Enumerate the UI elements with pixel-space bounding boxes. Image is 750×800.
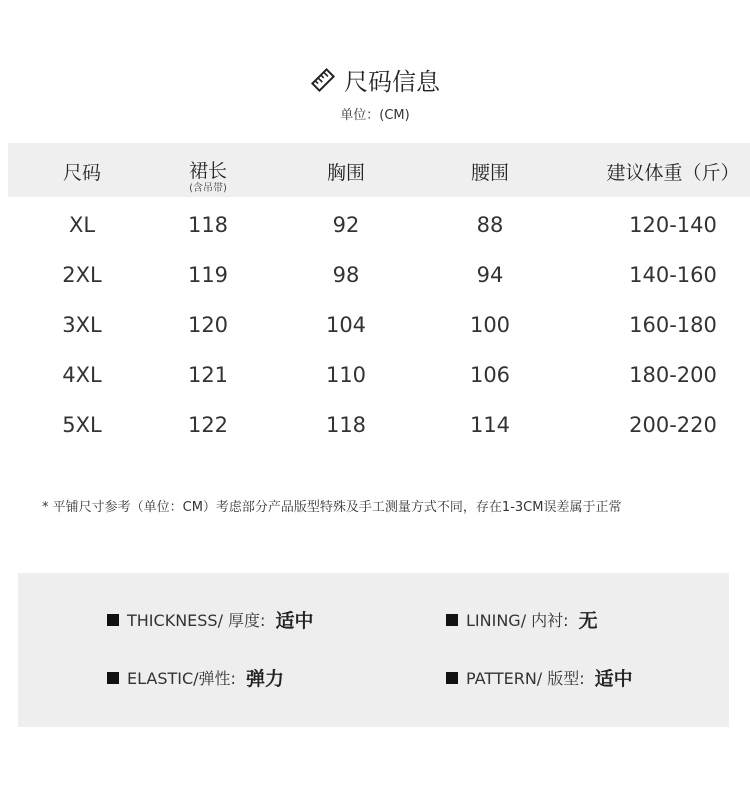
cell-bust: 92 (332, 213, 360, 237)
header-size (32, 158, 132, 185)
attr-thickness-label: THICKNESS/ 厚度: (127, 611, 266, 630)
square-bullet-icon (107, 672, 119, 684)
cell-waist: 94 (476, 263, 504, 287)
header-weight (598, 158, 748, 185)
header-waist-label: 腰围 (470, 162, 509, 184)
attr-elastic-value: 弹力 (245, 668, 284, 690)
header-waist (440, 158, 540, 185)
title-area (0, 62, 750, 97)
table-row (8, 351, 750, 401)
cell-size: 5XL (62, 413, 102, 437)
attr-pattern (446, 664, 633, 691)
header-bust (296, 158, 396, 185)
cell-size: 2XL (62, 263, 102, 287)
table-row (8, 401, 750, 451)
attr-pattern-value: 适中 (594, 668, 633, 690)
size-table-header (8, 143, 750, 197)
cell-waist: 88 (476, 213, 504, 237)
page-title (310, 62, 440, 97)
cell-size: 3XL (62, 313, 102, 337)
table-row (8, 201, 750, 251)
attr-elastic (107, 664, 284, 691)
cell-weight: 200-220 (629, 413, 717, 437)
cell-bust: 104 (325, 313, 367, 337)
cell-length: 121 (187, 363, 229, 387)
attr-elastic-label: ELASTIC/弹性: (127, 669, 236, 688)
cell-bust: 118 (325, 413, 367, 437)
square-bullet-icon (446, 672, 458, 684)
cell-length: 118 (187, 213, 229, 237)
header-weight-label: 建议体重（斤） (606, 162, 740, 184)
cell-weight: 120-140 (629, 213, 717, 237)
header-length (158, 156, 258, 194)
attr-thickness-value: 适中 (275, 610, 314, 632)
cell-waist: 100 (469, 313, 511, 337)
cell-weight: 160-180 (629, 313, 717, 337)
attr-lining (446, 606, 598, 633)
unit-label: 单位：(CM) (340, 108, 410, 123)
square-bullet-icon (446, 614, 458, 626)
cell-bust: 98 (332, 263, 360, 287)
header-size-label: 尺码 (62, 162, 101, 184)
cell-length: 120 (187, 313, 229, 337)
header-bust-label: 胸围 (326, 162, 365, 184)
header-length-label: 裙长 (188, 160, 227, 182)
attr-lining-label: LINING/ 内衬: (466, 611, 569, 630)
cell-length: 122 (187, 413, 229, 437)
square-bullet-icon (107, 614, 119, 626)
measurement-note: * 平铺尺寸参考（单位：CM）考虑部分产品版型特殊及手工测量方式不同，存在1-3CM误差属于正常 (42, 500, 622, 515)
cell-size: XL (68, 213, 96, 237)
cell-bust: 110 (325, 363, 367, 387)
cell-size: 4XL (62, 363, 102, 387)
cell-weight: 180-200 (629, 363, 717, 387)
cell-waist: 114 (469, 413, 511, 437)
cell-length: 119 (187, 263, 229, 287)
table-row (8, 301, 750, 351)
attr-thickness (107, 606, 313, 633)
header-length-sub: (含吊带) (189, 183, 227, 194)
table-row (8, 251, 750, 301)
ruler-icon (310, 67, 336, 93)
attr-pattern-label: PATTERN/ 版型: (466, 669, 585, 688)
cell-waist: 106 (469, 363, 511, 387)
cell-weight: 140-160 (629, 263, 717, 287)
title-text: 尺码信息 (344, 68, 440, 96)
attr-lining-value: 无 (578, 610, 598, 632)
attributes-panel (18, 573, 729, 727)
